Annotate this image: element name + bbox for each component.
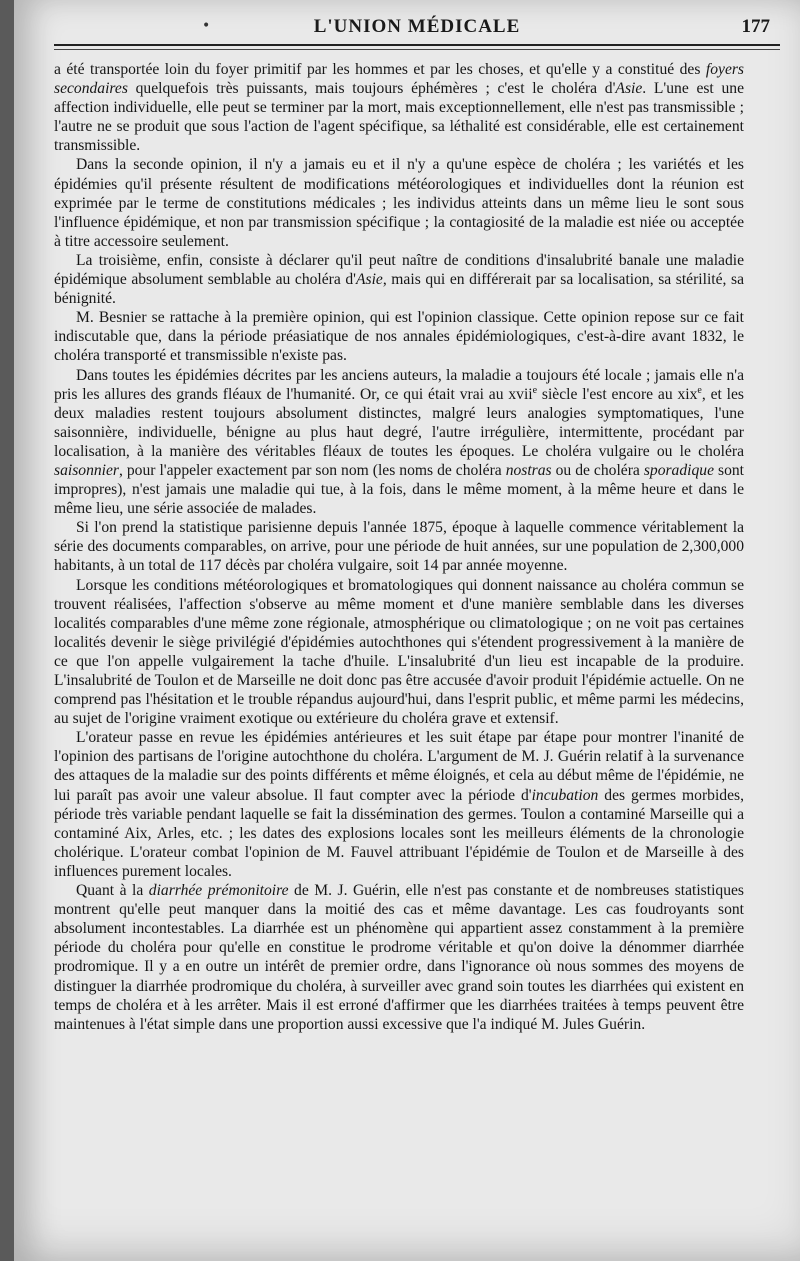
superscript: e — [697, 384, 702, 396]
italic-text: foyers secondaires — [54, 61, 744, 98]
paragraph — [54, 576, 744, 729]
italic-text: Asie — [355, 271, 383, 289]
running-header — [54, 14, 780, 46]
italic-text: Asie — [615, 80, 643, 98]
page-number: 177 — [741, 16, 770, 37]
header-dot: • — [202, 18, 211, 34]
text-run: L'orateur passe en revue les épidémies antérieures et les suit étape par étape pour montrer l'inanité de l'opinion des partisans de l'origine autochthone du choléra. L'argument de M. J. Guérin relatif à la survenance des attaques de la maladie sur des points différents et même éloignés, et cela au début même de l'épidémie, ne lui paraît pas avoir une valeur absolue. Il faut compter avec la période d' — [54, 729, 744, 804]
superscript: e — [532, 384, 538, 396]
text-run: de M. J. Guérin, elle n'est pas constante et de nombreuses statistiques montrent qu'elle peut manquer dans la moitié des cas et même davantage. Les cas foudroyants sont absolument incontestables. La diarrhée est un phénomène qui appartient assez constamment à la première période du choléra pour qu'elle en constitue le prodrome véritable et qu'on doive la dénommer diarrhée prodromique. Il y a en outre un intérêt de premier ordre, dans l'ignorance où nous sommes des moyens de distinguer la diarrhée prodromique du choléra, à surveiller avec grand soin toutes les diarrhées qui existent en temps de choléra et à les arrêter. Mais il est erroné d'affirmer que les diarrhées traitées à temps peuvent être maintenues à l'état simple dans une proportion aussi excessive que l'a indiqué M. Jules Guérin. — [54, 882, 745, 1033]
paragraph — [54, 251, 744, 308]
paragraph — [54, 60, 744, 155]
text-run: , pour l'appeler exactement par son nom (les noms de choléra — [118, 461, 506, 479]
paragraph — [54, 518, 744, 575]
text-run: . L'une est une affection individuelle, elle peut se terminer par la mort, mais exceptionnellement, elle n'est pas transmissible ; l'autre ne se produit que sous l'action de l'agent spécifique, sa léthalité est considérable, elle est certainement transmissible. — [54, 80, 744, 155]
text-run: des germes morbides, période très variable pendant laquelle se fait la dissémination des germes. Toulon a contaminé Marseille qui a contaminé Aix, Arles, etc. ; les dates des explosions locales sont les meilleurs éléments de la chronologie cholérique. L'orateur combat l'opinion de M. Fauvel attribuant l'épidémie de Toulon et de Marseille à des influences purement locales. — [54, 786, 744, 880]
text-run: a été transportée loin du foyer primitif par les hommes et par les choses, et qu'elle y a constitué des — [54, 61, 706, 78]
text-run: Si l'on prend la statistique parisienne depuis l'année 1875, époque à laquelle commence véritablement la série des documents comparables, on arrive, pour une période de huit années, sur une population de 2,300,000 habitants, à un total de 117 décès par choléra vulgaire, soit 14 par année moyenne. — [54, 519, 744, 575]
text-run: M. Besnier se rattache à la première opinion, qui est l'opinion classique. Cette opinion repose sur ce fait indiscutable que, dans la période préasiatique de nos annales épidémiologiques, c'est-à-dire avant 1832, le choléra transporté et transmissible n'existe pas. — [54, 309, 744, 365]
text-run: Lorsque les conditions météorologiques et bromatologiques qui donnent naissance au choléra commun se trouvent réalisées, l'affection s'observe au même moment et d'une manière semblable dans les diverses localités comparables d'une même zone régionale, atmosphérique ou climatologique ; on ne voit pas certaines localités devenir le siège privilégié d'épidémies autochthones qui s'étendent progressivement à la manière de ce que l'on appelle vulgairement la tache d'huile. L'insalubrité d'un lieu est incapable de la produire. L'insalubrité de Toulon et de Marseille ne doit donc pas être accusée d'avoir produit l'épidémie actuelle. On ne comprend pas l'hésitation et le trouble répandus aujourd'hui, dans l'esprit public, et même parmi les médecins, au sujet de l'origine vraiment exotique ou extérieure du choléra grave et extensif. — [54, 576, 744, 728]
text-run: Dans toutes les épidémies décrites par les anciens auteurs, la maladie a toujours été locale ; jamais elle n'a pris les allures des grands fléaux de l'humanité. Or, ce qui était vrai au xvii — [54, 366, 744, 403]
italic-text: sporadique — [643, 461, 714, 479]
paragraph — [54, 881, 744, 1034]
text-run: Quant à la — [76, 882, 149, 900]
text-run: , mais qui en différerait par sa localisation, sa stérilité, sa bénignité. — [54, 271, 744, 308]
text-run: , et les deux maladies restent toujours absolument distinctes, malgré leurs analogies symptomatiques, l'une saisonnière, individuelle, bénigne au plus haut degré, l'autre irrégulière, intermittente, procédant par localisation, à la manière des véritables fléaux de toutes les époques. Le choléra vulgaire ou le choléra — [54, 385, 744, 460]
italic-text: incubation — [531, 786, 599, 804]
paragraph — [54, 366, 744, 519]
text-run: ou de choléra — [551, 461, 644, 479]
italic-text: saisonnier — [54, 461, 119, 479]
paragraph — [54, 728, 744, 881]
journal-title: L'UNION MÉDICALE — [313, 16, 521, 37]
header-rule-thin — [54, 49, 780, 50]
header-rule — [54, 44, 780, 46]
text-run: sont impropres), n'est jamais une maladie qui tue, à la fois, dans le même moment, à la même heure et dans le même lieu, une série associée de malades. — [54, 461, 744, 518]
italic-text: nostras — [505, 461, 552, 479]
book-page — [14, 0, 800, 1261]
text-run: siècle l'est encore au xix — [537, 385, 698, 403]
text-run: Dans la seconde opinion, il n'y a jamais eu et il n'y a qu'une espèce de choléra ; les variétés et les épidémies qu'il présente résultent de modifications météorologiques et individuelles dont la réunion est exprimée par le terme de constitutions médicales ; les individus atteints dans un même lieu le sont sous l'influence épidémique, et non par transmission spécifique ; la contagiosité de la maladie est niée ou acceptée à titre accessoire seulement. — [54, 156, 744, 250]
paragraph — [54, 308, 744, 365]
italic-text: diarrhée prémonitoire — [148, 882, 289, 900]
text-run: La troisième, enfin, consiste à déclarer qu'il peut naître de conditions d'insalubrité banale une maladie épidémique absolument semblable au choléra d' — [54, 251, 744, 289]
article-body — [54, 60, 744, 1034]
text-run: quelquefois très puissants, mais toujours éphémères ; c'est le choléra d' — [127, 80, 616, 98]
paragraph — [54, 155, 744, 250]
